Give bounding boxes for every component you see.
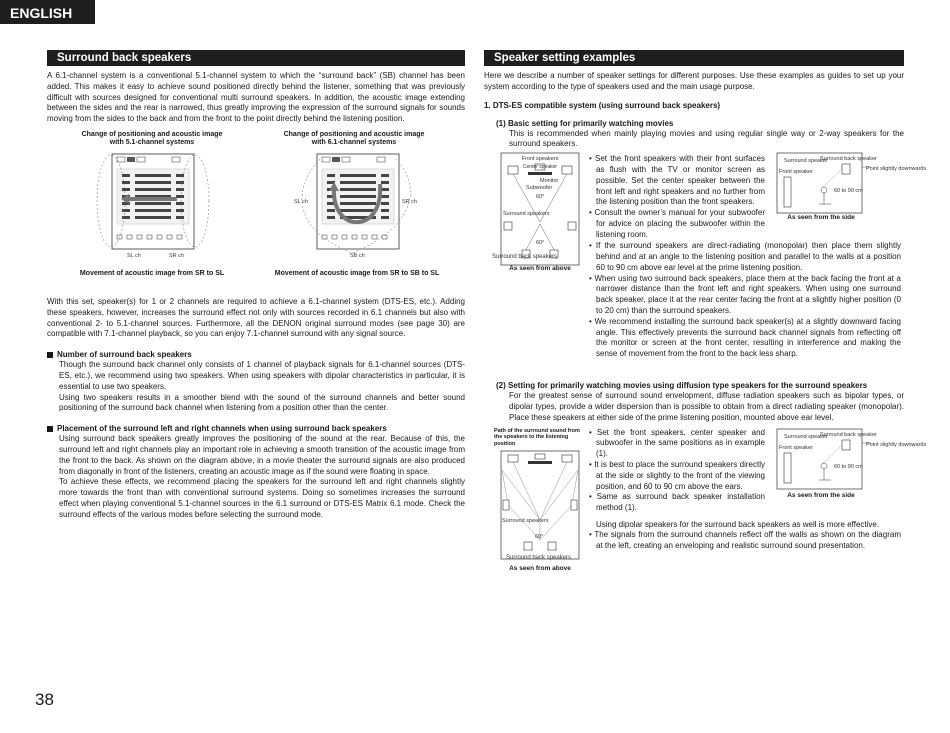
left-column: [47, 50, 465, 521]
bullet-item: • Set the front speakers, center speaker and subwoofer in the same positions as in example (1).: [589, 427, 766, 459]
heading-basic-setting: (1) Basic setting for primarily watching movies: [496, 118, 674, 128]
label-front-speaker: Front speaker: [779, 169, 813, 176]
paragraph-number-2: Using two speakers results in a smoother blend with the sound of the surround channels and better sound positioning of the surround back channel when listening from a position other than the center.: [59, 392, 465, 413]
label-monitor: Monitor: [540, 178, 559, 185]
label-center-speaker: Center speaker: [522, 164, 558, 171]
bullets-narrow-2: [589, 428, 765, 514]
intro-paragraph: Here we describe a number of speaker settings for different purposes. Use these examples as guides to set up your system according to the type of speakers used and the main usage purpose.: [484, 71, 904, 91]
bullet-item: • Same as surround back speaker installation method (1).: [589, 492, 765, 513]
label-distance: 60 to 90 cm: [834, 463, 863, 470]
heading-number-of-speakers: Number of surround back speakers: [47, 350, 465, 360]
bullet-item: • The signals from the surround channels reflect off the walls as shown on the diagram at the left, creating an enveloping and realistic surround sound presentation.: [589, 530, 901, 551]
square-bullet-icon: [47, 352, 53, 358]
bullet-item: • We recommend installing the surround back speaker(s) at a slightly downward facing angle. This effectively prevents the surround back channel signals from reflecting off the monitor or screen at the front center, resulting in interference and making the sense of movement from the front to the back less sharp.: [589, 316, 901, 359]
bullets-wide-2: [589, 520, 901, 552]
heading-diffusion-setting: (2) Setting for primarily watching movies using diffusion type speakers for the surround speakers: [496, 381, 868, 391]
right-column: [484, 50, 927, 578]
label-surround-back-speaker: Surround back speaker: [820, 156, 877, 163]
example-1-block: [484, 150, 927, 378]
top-view-diagram-2: [500, 450, 580, 562]
label-surround-speakers: Surround speakers: [502, 517, 549, 524]
section-title-speaker-examples: Speaker setting examples: [484, 50, 904, 66]
label-front-speaker: Front speaker: [779, 444, 813, 451]
label-surround-back-speaker: Surround back speaker: [820, 431, 877, 438]
label-surround-speakers: Surround speakers: [503, 211, 550, 218]
figure-5-1: [67, 131, 237, 148]
bullets-wide-1: [589, 241, 901, 360]
label-surround-speaker: Surround speaker: [784, 433, 828, 440]
caption-seen-from-above-2: As seen from above: [509, 564, 571, 572]
label-sl-ch: SL ch: [127, 252, 141, 259]
label-distance: 60 to 90 cm: [834, 188, 863, 195]
label-surround-back-speakers: Surround back speakers: [506, 554, 572, 561]
bullet-item: • When using two surround back speakers, place them at the back facing the front at a narrower distance than the front left and right speakers. When using one surround back speaker, place it at the rear center facing the front at a slightly higher position (0 to 20 cm) than the surround speakers.: [589, 273, 901, 315]
figure-caption-6-1: Movement of acoustic image from SR to SB to SL: [274, 269, 440, 277]
caption-seen-from-side-2: As seen from the side: [787, 491, 855, 499]
label-sr-ch: SR ch: [402, 198, 417, 205]
heading-dts-es: 1. DTS-ES compatible system (using surround back speakers): [484, 100, 721, 110]
label-front-speakers: Front speakers: [521, 156, 559, 163]
label-point-downwards: Point slightly downwards: [866, 166, 927, 173]
page-number: 38: [35, 690, 54, 709]
paragraph-basic-intro: This is recommended when mainly playing movies and using regular single way or 2-way speakers for the surround speakers.: [509, 128, 904, 149]
bullet-item: • Consult the owner’s manual for your subwoofer for advice on placing the subwoofer within the listening room.: [589, 208, 765, 239]
label-sr-ch: SR ch: [169, 252, 184, 259]
label-subwoofer: Subwoofer: [526, 185, 553, 192]
section-title-surround-back: Surround back speakers: [47, 50, 465, 66]
figure-caption-5-1: Movement of acoustic image from SR to SL: [79, 269, 225, 277]
label-sl-ch: SL ch: [294, 198, 308, 205]
label-path-title: Path of the surround sound from the speakers to the listening position: [494, 427, 580, 447]
paragraph-placement-1: Using surround back speakers greatly improves the positioning of the sound at the rear. Because of this, the surround left and right channels play an important role in achieving a smooth transition of the acoustic image from the front to the back. As shown on the diagram above, in a movie theater the surround signals are also produced from diagonally in front of the listeners, creating an acoustic image as if the sound were floating in space.: [59, 434, 465, 476]
figure-6-1: [269, 131, 439, 148]
bullet-item: • If the surround speakers are direct-radiating (monopolar) then place them slightly behind and at an angle to the listening position and parallel to the walls at a position 60 to 90 cm above ear level at the prime listening position.: [589, 241, 901, 272]
figures-row: [47, 131, 465, 291]
label-sb-ch: SB ch: [350, 252, 365, 259]
label-surround-back-speakers: Surround back speakers: [492, 254, 558, 261]
language-tab: ENGLISH: [0, 0, 95, 24]
theater-diagram-6-1: [292, 149, 427, 264]
paragraph-speaker-requirement: With this set, speaker(s) for 1 or 2 channels are required to achieve a 6.1-channel system (DTS-ES, etc.). Adding these speakers, however, increases the surround effect not only with sources recorded in 6.1 channels but also with conventional 2- to 5.1-channel sources. Furthermore, all the DENON original surround modes (see page 30) are compatible with 7.1-channel playback, so you can enjoy 7.1-channel surround with any signal source.: [47, 296, 465, 339]
square-bullet-icon: [47, 426, 53, 432]
label-angle-back: 60°: [536, 240, 545, 247]
label-point-downwards: Point slightly downwards: [866, 441, 927, 448]
side-view-diagram-2: [776, 428, 927, 496]
bullets-narrow-1: [589, 154, 765, 240]
heading-placement: Placement of the surround left and right channels when using surround back speakers: [47, 424, 465, 434]
paragraph-number-1: Though the surround back channel only consists of 1 channel of playback signals for 6.1-channel sources (DTS-ES, etc.), we recommend using two speakers. When using speakers with dipolar characteristics in particular, it is essential to use two speakers.: [59, 360, 465, 391]
label-angle: 60°: [535, 533, 544, 540]
caption-seen-from-above-1: As seen from above: [509, 265, 571, 273]
dipolar-note: Using dipolar speakers for the surround back speakers as well is more effective.: [596, 519, 880, 529]
figure-title: Change of positioning and acoustic image with 5.1-channel systems: [81, 130, 223, 147]
label-angle-front: 60°: [536, 194, 545, 201]
intro-paragraph: A 6.1-channel system is a conventional 5.1-channel system to which the “surround back” (SB) channel has been added. This makes it easy to achieve sound positioned directly behind the listener, something that was previously difficult with sources designed for conventional multi surround speakers. In addition, the acoustic image extending between the sides and the rear is narrowed, thus greatly improving the expression of the surround signals for sounds moving from the sides to the back and from the front to the point directly behind the listening position.: [47, 71, 465, 124]
side-view-diagram-1: [776, 152, 927, 222]
theater-diagram-5-1: [97, 149, 207, 264]
example-2-block: [484, 427, 927, 578]
bullet-item: • It is best to place the surround speakers directly at the side or slightly to the front of the viewing position, and 60 to 90 cm above the ears.: [589, 459, 765, 491]
figure-title: Change of positioning and acoustic image with 6.1-channel systems: [283, 130, 425, 147]
caption-seen-from-side-1: As seen from the side: [787, 214, 855, 222]
bullet-item: • Set the front speakers with their front surfaces as flush with the TV or monitor screen as possible. Set the center speaker between the front left and right speakers and no further from the listening position than the front speakers.: [589, 154, 765, 207]
paragraph-placement-2: To achieve these effects, we recommend placing the speakers for the surround left and right channels slightly more towards the front than with conventional surround systems. Doing so sometimes increases the surround effect when playing conventional 5.1-channel sources in the 6.1 surround or DTS-ES Matrix 6.1 mode. Check the surround effects of the various modes before selecting the surround mode.: [59, 477, 465, 519]
paragraph-diffusion-intro: For the greatest sense of surround sound envelopment, diffuse radiation speakers such as bipolar types, or dipolar types, provide a wider dispersion than is possible to obtain from a direct radiating speaker (monopolar). Place these speakers at either side of the prime listening position, mounted above ear level.: [509, 391, 904, 422]
label-surround-speaker: Surround speaker: [784, 158, 828, 165]
